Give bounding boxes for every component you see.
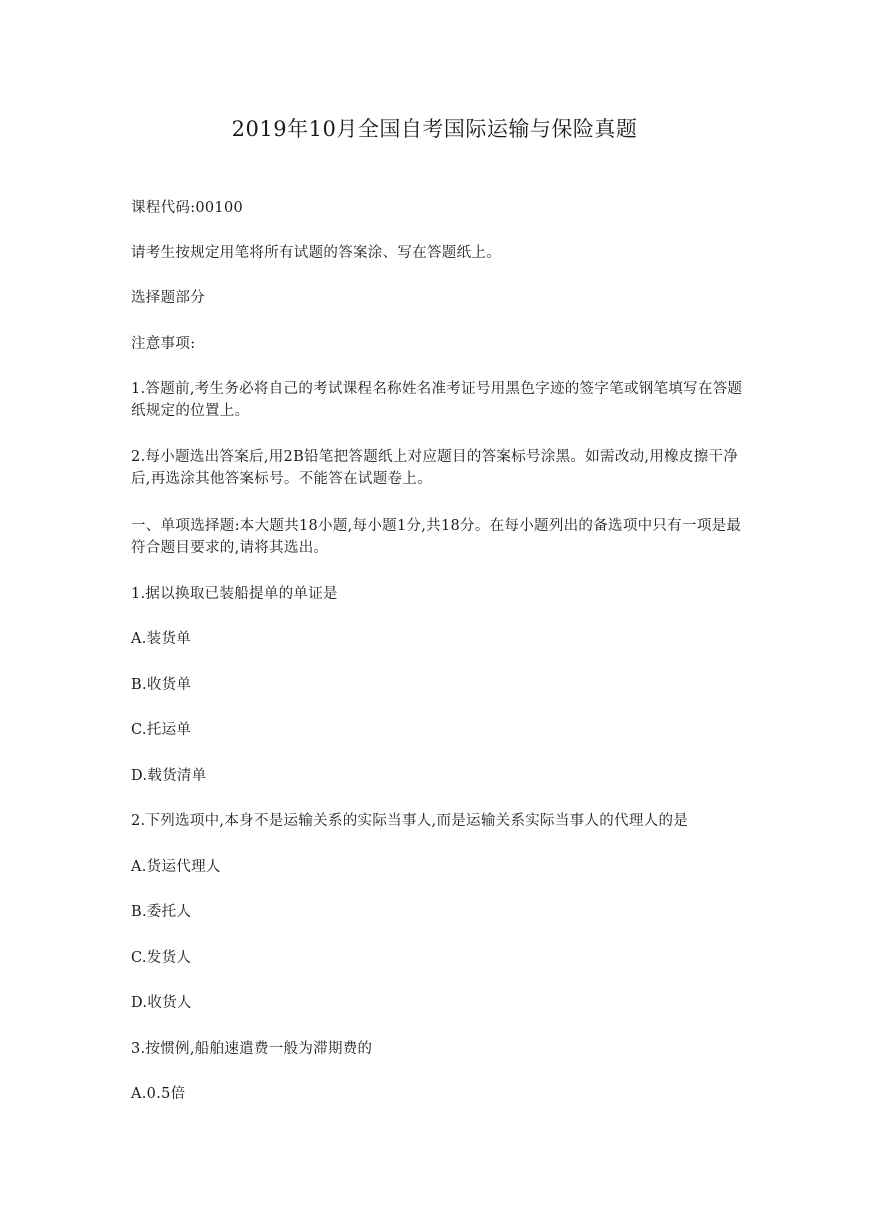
answer-instruction: 请考生按规定用笔将所有试题的答案涂、写在答题纸上。 xyxy=(131,245,501,261)
question-2-option-d: D.收货人 xyxy=(131,995,192,1011)
question-1-option-b: B.收货单 xyxy=(131,677,192,693)
note-item-1: 1.答题前,考生务必将自己的考试课程名称姓名准考证号用黑色字迹的签字笔或钢笔填写在答题纸规定的位置上。 xyxy=(131,381,743,419)
notes-heading: 注意事项: xyxy=(131,336,196,352)
document-title: 2019年10月全国自考国际运输与保险真题 xyxy=(231,117,638,141)
question-3-stem: 3.按惯例,船舶速遣费一般为滞期费的 xyxy=(131,1041,373,1057)
question-2-option-a: A.货运代理人 xyxy=(131,859,221,875)
course-code: 课程代码:00100 xyxy=(131,200,244,216)
part-heading: 选择题部分 xyxy=(131,290,205,306)
question-2-option-b: B.委托人 xyxy=(131,904,192,920)
section-heading-single-choice: 一、单项选择题:本大题共18小题,每小题1分,共18分。在每小题列出的备选项中只有一项是最符合题目要求的,请将其选出。 xyxy=(131,518,742,556)
question-2-option-c: C.发货人 xyxy=(131,950,192,966)
note-item-2: 2.每小题选出答案后,用2B铅笔把答题纸上对应题目的答案标号涂黑。如需改动,用橡皮擦干净后,再选涂其他答案标号。不能答在试题卷上。 xyxy=(131,449,739,487)
question-1-stem: 1.据以换取已装船提单的单证是 xyxy=(131,586,338,602)
question-2-stem: 2.下列选项中,本身不是运输关系的实际当事人,而是运输关系实际当事人的代理人的是 xyxy=(131,813,689,829)
question-1-option-c: C.托运单 xyxy=(131,722,192,738)
question-1-option-d: D.载货清单 xyxy=(131,768,207,784)
question-1-option-a: A.装货单 xyxy=(131,631,192,647)
question-3-option-a: A.0.5倍 xyxy=(131,1086,186,1102)
